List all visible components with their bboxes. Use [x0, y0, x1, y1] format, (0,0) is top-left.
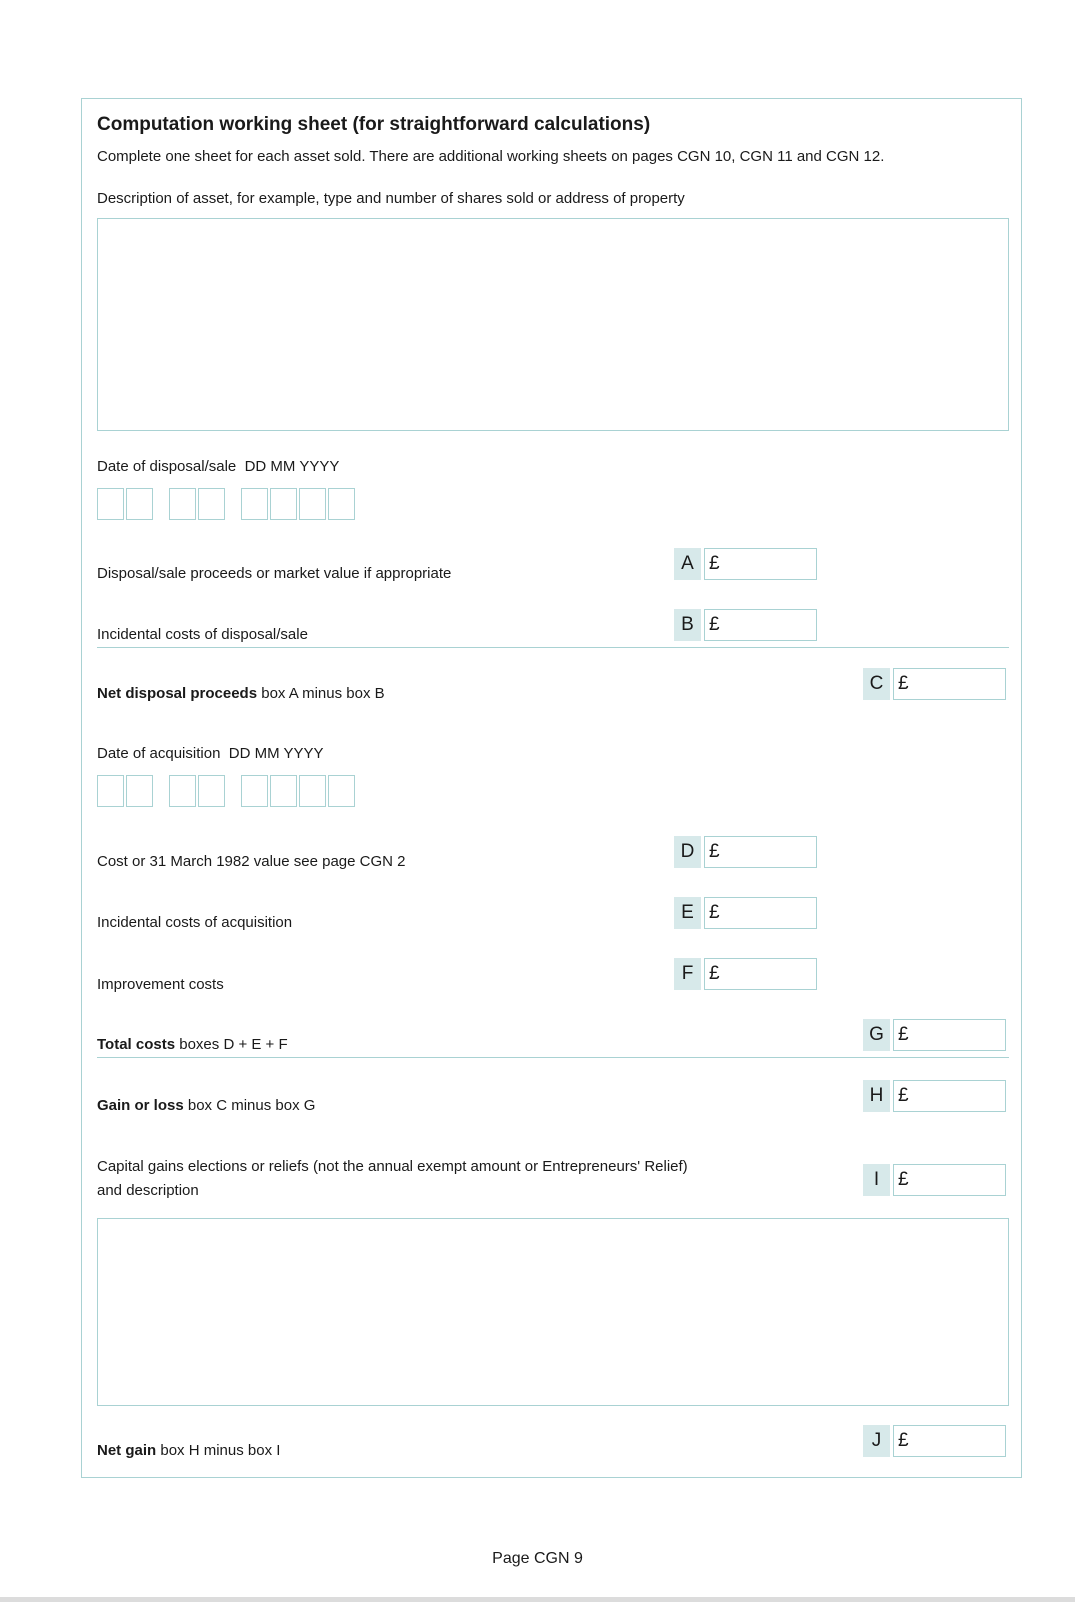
- description-textarea[interactable]: [97, 218, 1009, 431]
- reliefs-description-textarea[interactable]: [97, 1218, 1009, 1406]
- acquisition-day[interactable]: [97, 775, 155, 807]
- divider: [97, 647, 1009, 648]
- box-j-input[interactable]: £: [893, 1425, 1006, 1457]
- box-c-input[interactable]: £: [893, 668, 1006, 700]
- row-j-label: Net gain box H minus box I: [97, 1442, 281, 1459]
- box-e-letter: E: [674, 897, 701, 929]
- box-f-letter: F: [674, 958, 701, 990]
- box-a-letter: A: [674, 548, 701, 580]
- description-label: Description of asset, for example, type and number of shares sold or address of property: [97, 190, 685, 207]
- disposal-year[interactable]: [241, 488, 357, 520]
- box-h-input[interactable]: £: [893, 1080, 1006, 1112]
- viewer-bottom-bar: [0, 1597, 1075, 1602]
- box-d-letter: D: [674, 836, 701, 868]
- box-a-field[interactable]: [674, 548, 817, 580]
- row-g-label: Total costs boxes D + E + F: [97, 1036, 288, 1053]
- row-f-label: Improvement costs: [97, 976, 224, 993]
- box-a-input[interactable]: £: [704, 548, 817, 580]
- disposal-date-label: Date of disposal/sale DD MM YYYY: [97, 458, 340, 475]
- acquisition-month[interactable]: [169, 775, 227, 807]
- box-i-letter: I: [863, 1164, 890, 1196]
- box-d-field[interactable]: [674, 836, 817, 868]
- box-d-input[interactable]: £: [704, 836, 817, 868]
- box-i-input[interactable]: £: [893, 1164, 1006, 1196]
- box-j-field[interactable]: [863, 1425, 1006, 1457]
- disposal-day[interactable]: [97, 488, 155, 520]
- box-g-letter: G: [863, 1019, 890, 1051]
- row-i-label-line2: and description: [97, 1182, 199, 1199]
- box-c-field[interactable]: [863, 668, 1006, 700]
- row-h-label: Gain or loss box C minus box G: [97, 1097, 316, 1114]
- sheet-intro: Complete one sheet for each asset sold. There are additional working sheets on pages CGN 10, CGN 11 and CGN 12.: [97, 148, 885, 165]
- box-j-letter: J: [863, 1425, 890, 1457]
- sheet-title: Computation working sheet (for straightforward calculations): [97, 114, 651, 135]
- row-i-label-line1: Capital gains elections or reliefs (not the annual exempt amount or Entrepreneurs' Relief): [97, 1158, 688, 1175]
- disposal-date-format: DD MM YYYY: [244, 458, 340, 475]
- row-b-label: Incidental costs of disposal/sale: [97, 626, 308, 643]
- row-c-label: Net disposal proceeds box A minus box B: [97, 685, 385, 702]
- row-d-label: Cost or 31 March 1982 value see page CGN 2: [97, 853, 406, 870]
- row-a-label: Disposal/sale proceeds or market value if appropriate: [97, 565, 452, 582]
- box-b-field[interactable]: [674, 609, 817, 641]
- box-e-field[interactable]: [674, 897, 817, 929]
- acquisition-year[interactable]: [241, 775, 357, 807]
- box-h-letter: H: [863, 1080, 890, 1112]
- box-f-field[interactable]: [674, 958, 817, 990]
- acquisition-date-label: Date of acquisition DD MM YYYY: [97, 745, 324, 762]
- acquisition-date-format: DD MM YYYY: [228, 745, 324, 762]
- box-b-input[interactable]: £: [704, 609, 817, 641]
- divider: [97, 1057, 1009, 1058]
- box-g-field[interactable]: [863, 1019, 1006, 1051]
- page-number: Page CGN 9: [492, 1550, 583, 1567]
- row-e-label: Incidental costs of acquisition: [97, 914, 293, 931]
- acquisition-date-input[interactable]: [97, 775, 371, 807]
- box-g-input[interactable]: £: [893, 1019, 1006, 1051]
- box-h-field[interactable]: [863, 1080, 1006, 1112]
- box-f-input[interactable]: £: [704, 958, 817, 990]
- box-c-letter: C: [863, 668, 890, 700]
- disposal-date-input[interactable]: [97, 488, 371, 520]
- disposal-month[interactable]: [169, 488, 227, 520]
- box-e-input[interactable]: £: [704, 897, 817, 929]
- box-b-letter: B: [674, 609, 701, 641]
- box-i-field[interactable]: [863, 1164, 1006, 1196]
